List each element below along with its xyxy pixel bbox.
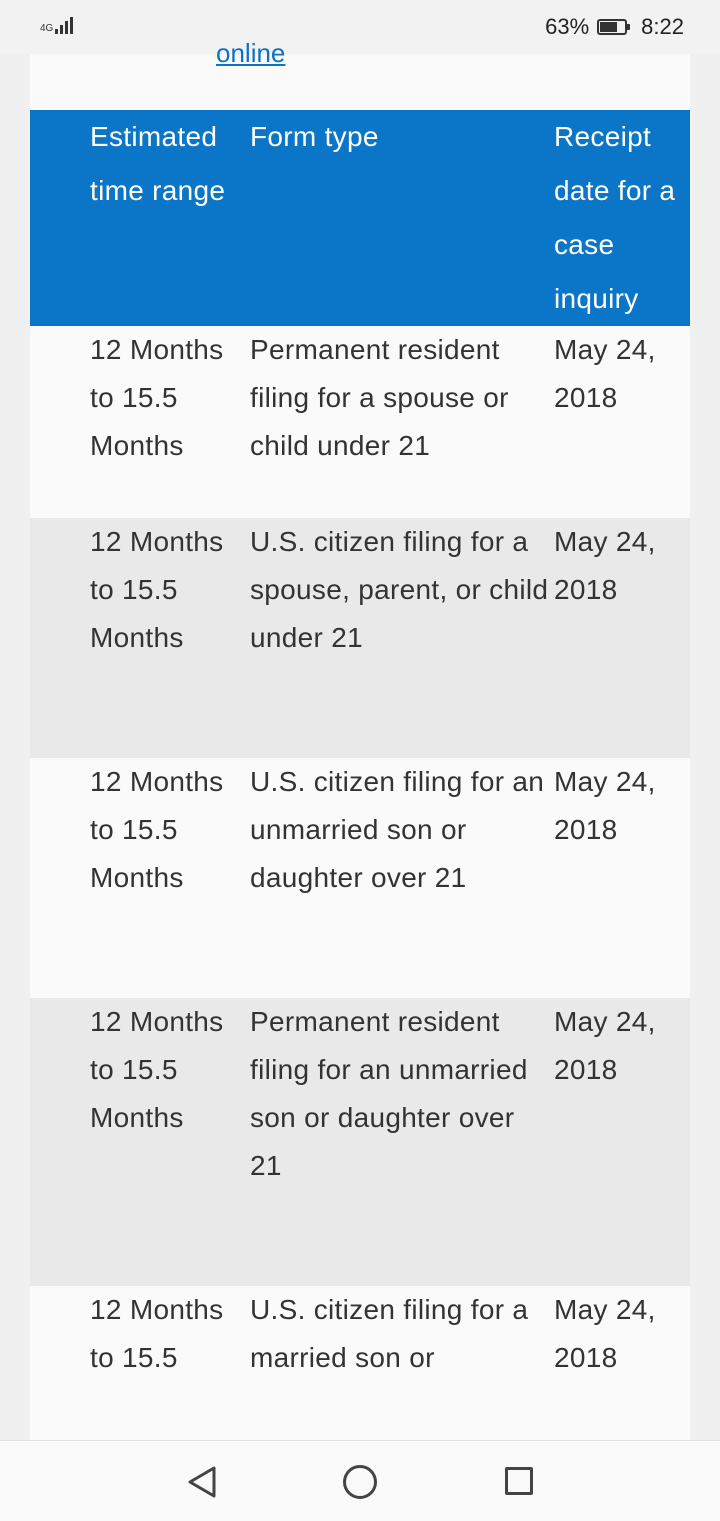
web-page[interactable]	[30, 38, 690, 1440]
cell-form-type: U.S. citizen filing for a married son or	[250, 1294, 529, 1373]
online-link[interactable]: online	[216, 38, 286, 68]
battery-percent: 63%	[545, 14, 590, 39]
cell-receipt-date: May 24, 2018	[554, 1006, 656, 1085]
back-icon[interactable]	[186, 1465, 218, 1499]
cell-time-range: 12 Months to 15.5 Months	[90, 526, 224, 653]
table-header	[30, 110, 690, 326]
header-estimated-time-range: Estimated time range	[90, 121, 226, 206]
cell-time-range: 12 Months to 15.5 Months	[90, 766, 224, 893]
cell-receipt-date: May 24, 2018	[554, 1294, 656, 1373]
cell-time-range: 12 Months to 15.5	[90, 1294, 224, 1373]
top-link-area	[30, 38, 690, 110]
table-row	[30, 1286, 690, 1446]
cell-form-type: U.S. citizen filing for a spouse, parent, or child under 21	[250, 526, 549, 653]
cell-time-range: 12 Months to 15.5 Months	[90, 334, 224, 461]
cell-receipt-date: May 24, 2018	[554, 526, 656, 605]
signal-strength-icon	[55, 14, 73, 34]
clock-time: 8:22	[641, 14, 684, 39]
header-receipt-date: Receipt date for a case inquiry	[554, 121, 676, 314]
cell-form-type: Permanent resident filing for a spouse or child under 21	[250, 334, 509, 461]
network-indicator	[40, 14, 73, 34]
table-row	[30, 326, 690, 518]
cell-receipt-date: May 24, 2018	[554, 766, 656, 845]
table-row	[30, 998, 690, 1286]
network-type: 4G	[40, 23, 54, 34]
cell-form-type: U.S. citizen filing for an unmarried son or daughter over 21	[250, 766, 545, 893]
table-row	[30, 518, 690, 758]
cell-receipt-date: May 24, 2018	[554, 334, 656, 413]
cell-time-range: 12 Months to 15.5 Months	[90, 1006, 224, 1133]
home-icon[interactable]	[343, 1465, 377, 1499]
navigation-bar	[0, 1440, 720, 1521]
header-form-type: Form type	[250, 121, 379, 152]
cell-form-type: Permanent resident filing for an unmarried son or daughter over 21	[250, 1006, 528, 1181]
status-bar	[0, 0, 720, 54]
battery-icon	[597, 19, 627, 35]
table-row	[30, 758, 690, 998]
status-right	[545, 14, 684, 40]
recents-icon[interactable]	[505, 1467, 533, 1495]
